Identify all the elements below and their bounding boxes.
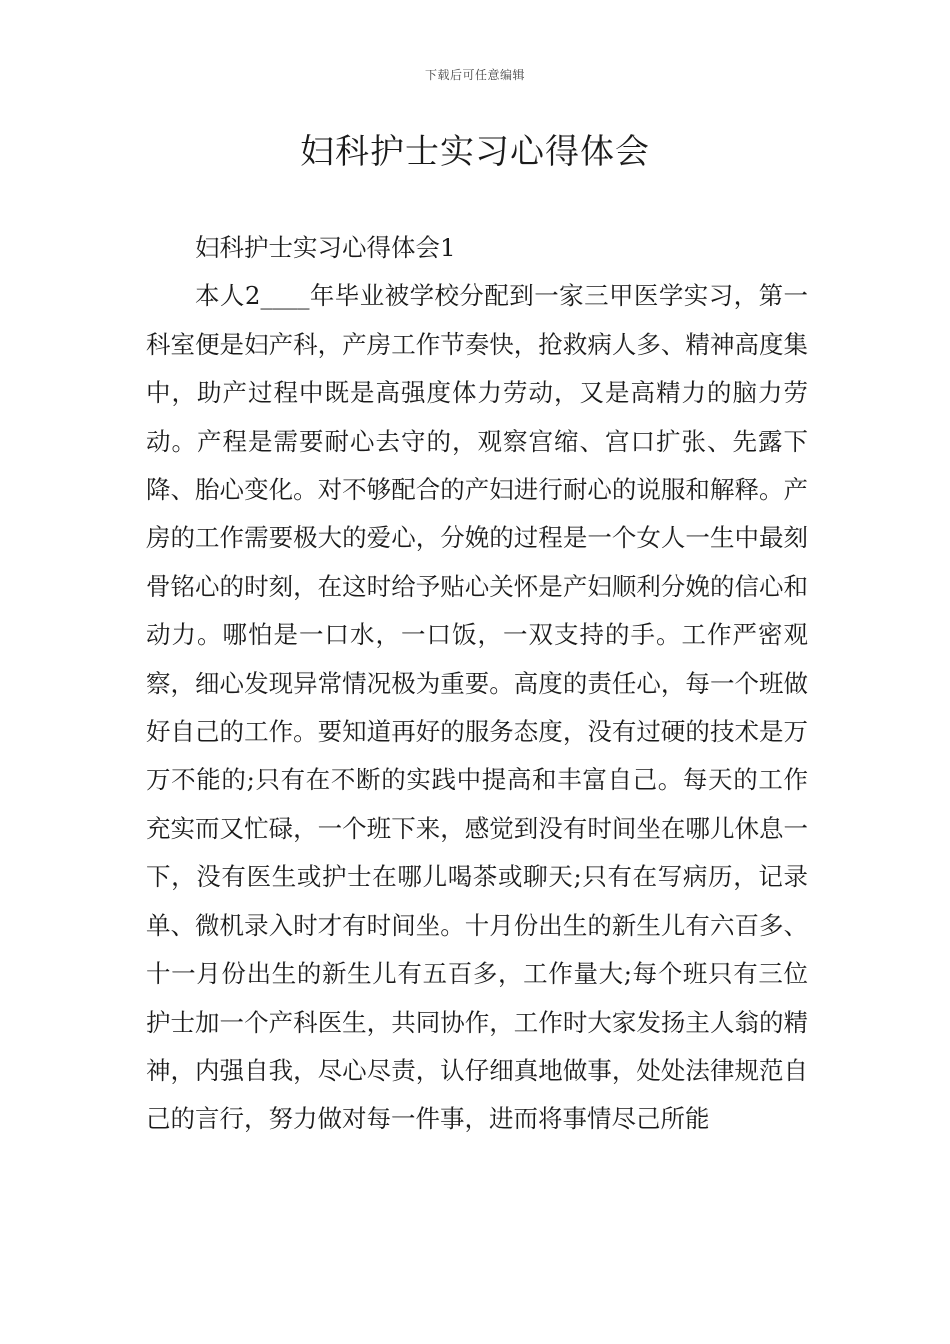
document-body — [146, 224, 808, 1144]
document-title: 妇科护士实习心得体会 — [300, 132, 650, 172]
section-heading: 妇科护士实习心得体会1 — [195, 233, 456, 262]
header-note: 下载后可任意编辑 — [424, 68, 525, 82]
body-paragraph: 本人2____年毕业被学校分配到一家三甲医学实习，第一科室便是妇产科，产房工作节奏快，抢救病人多、精神高度集中，助产过程中既是高强度体力劳动，又是高精力的脑力劳动。产程是需要耐心去守的，观察宫缩、宫口扩张、先露下降、胎心变化。对不够配合的产妇进行耐心的说服和解释。产房的工作需要极大的爱心，分娩的过程是一个女人一生中最刻骨铭心的时刻，在这时给予贴心关怀是产妇顺利分娩的信心和动力。哪怕是一口水，一口饭，一双支持的手。工作严密观察，细心发现异常情况极为重要。高度的责任心，每一个班做好自己的工作。要知道再好的服务态度，没有过硬的技术是万万不能的;只有在不断的实践中提高和丰富自己。每天的工作充实而又忙碌，一个班下来，感觉到没有时间坐在哪儿休息一下，没有医生或护士在哪儿喝茶或聊天;只有在写病历，记录单、微机录入时才有时间坐。十月份出生的新生儿有六百多、十一月份出生的新生儿有五百多，工作量大;每个班只有三位护士加一个产科医生，共同协作，工作时大家发扬主人翁的精神，内强自我，尽心尽责，认仔细真地做事，处处法律规范自己的言行，努力做对每一件事，进而将事情尽己所能 — [146, 281, 808, 1134]
